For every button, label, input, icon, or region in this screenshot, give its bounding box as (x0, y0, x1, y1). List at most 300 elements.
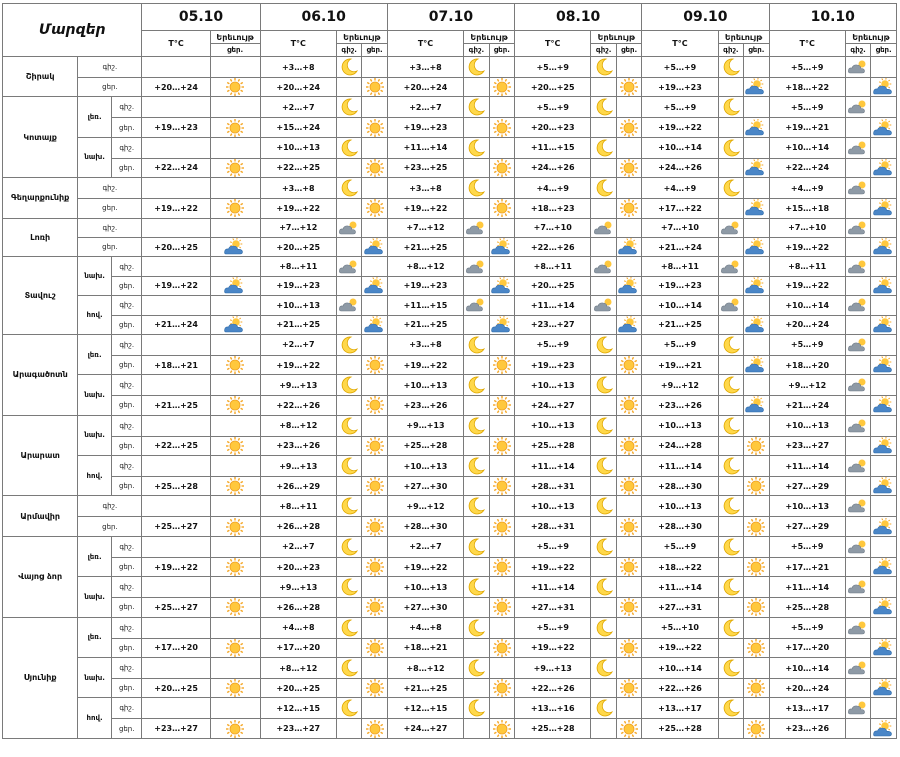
temperature-value: +4…+9 (515, 178, 591, 199)
temperature-value: +23…+26 (260, 436, 336, 455)
temperature-value: +27…+31 (515, 598, 591, 617)
night-phenomenon-cell (718, 396, 743, 415)
moon-icon (337, 335, 361, 355)
day-phenomenon-cell (871, 517, 897, 536)
forecast-row (3, 57, 897, 78)
night-phenomenon-cell (464, 158, 489, 177)
day-phenomenon-cell (616, 658, 641, 679)
day-phenomenon-cell (744, 375, 769, 396)
night-phenomenon-cell (718, 118, 743, 137)
sun-icon (490, 598, 514, 616)
temperature-value: +8…+11 (515, 257, 591, 276)
night-phenomenon-cell (845, 517, 870, 536)
region-name: Շիրակ (3, 57, 78, 97)
forecast-row (3, 638, 897, 657)
temperature-value: +11…+14 (769, 577, 845, 598)
day-phenomenon-cell (616, 517, 641, 536)
phenomenon-cell (210, 719, 260, 738)
night-phenomenon-cell (336, 257, 361, 276)
night-phenomenon-cell (845, 536, 870, 557)
day-phenomenon-cell (744, 97, 769, 118)
night-phenomenon-cell (336, 557, 361, 576)
day-phenomenon-cell (871, 375, 897, 396)
night-phenomenon-cell (336, 517, 361, 536)
temperature-value: +12…+15 (387, 698, 463, 719)
sun-icon (211, 518, 260, 536)
sun-icon (490, 639, 514, 657)
temperature-value: +9…+12 (769, 375, 845, 396)
temperature-value: +10…+14 (769, 658, 845, 679)
zone-name: նախ. (78, 137, 112, 177)
night-phenomenon-cell (464, 375, 489, 396)
day-phenomenon-cell (744, 276, 769, 295)
date-header: 09.10 (642, 4, 769, 31)
temperature-value (142, 375, 210, 396)
time-of-day: գիշ. (78, 57, 142, 78)
night-phenomenon-cell (336, 698, 361, 719)
sun-icon (744, 639, 768, 657)
day-phenomenon-cell (362, 679, 387, 698)
forecast-row (3, 517, 897, 536)
temperature-value (142, 97, 210, 118)
night-phenomenon-cell (336, 577, 361, 598)
phenomenon-header: Երեւույթ (718, 31, 769, 44)
time-of-day: ցեր. (111, 477, 142, 496)
forecast-row (3, 496, 897, 517)
night-phenomenon-cell (718, 415, 743, 436)
day-phenomenon-cell (871, 577, 897, 598)
day-phenomenon-cell (489, 315, 514, 334)
day-phenomenon-cell (871, 598, 897, 617)
night-phenomenon-cell (336, 598, 361, 617)
day-phenomenon-cell (744, 698, 769, 719)
temperature-value: +9…+12 (387, 496, 463, 517)
cloudy-night-icon (464, 220, 488, 236)
temperature-value: +25…+28 (769, 598, 845, 617)
temperature-value: +18…+21 (387, 638, 463, 657)
day-phenomenon-cell (744, 436, 769, 455)
time-of-day: ցեր. (78, 199, 142, 218)
zone-name: լեռ. (78, 617, 112, 657)
night-phenomenon-cell (464, 257, 489, 276)
night-phenomenon-cell (845, 118, 870, 137)
temperature-value: +19…+22 (387, 557, 463, 576)
temperature-value: +23…+26 (769, 719, 845, 738)
temperature-value: +13…+17 (769, 698, 845, 719)
moon-icon (464, 416, 488, 436)
night-phenomenon-cell (336, 296, 361, 315)
temperature-value: +8…+11 (260, 257, 336, 276)
partly-cloudy-icon (744, 277, 768, 295)
partly-cloudy-icon (871, 720, 896, 738)
day-phenomenon-cell (489, 296, 514, 315)
night-phenomenon-cell (718, 436, 743, 455)
forecast-row (3, 477, 897, 496)
sun-icon (211, 119, 260, 137)
date-header: 08.10 (515, 4, 642, 31)
day-subheader: ցեր. (616, 44, 641, 57)
night-phenomenon-cell (464, 57, 489, 78)
day-phenomenon-cell (616, 218, 641, 237)
temperature-value: +5…+9 (642, 536, 718, 557)
night-phenomenon-cell (718, 517, 743, 536)
sun-icon (490, 356, 514, 374)
sun-icon (490, 199, 514, 217)
night-phenomenon-cell (336, 97, 361, 118)
night-phenomenon-cell (845, 375, 870, 396)
sun-icon (744, 518, 768, 536)
day-phenomenon-cell (744, 78, 769, 97)
forecast-row (3, 218, 897, 237)
day-phenomenon-cell (362, 536, 387, 557)
temperature-value: +21…+25 (387, 679, 463, 698)
sun-icon (211, 558, 260, 576)
temperature-value (142, 178, 210, 199)
temperature-value: +18…+20 (769, 355, 845, 374)
night-phenomenon-cell (845, 218, 870, 237)
phenomenon-header: Երեւույթ (464, 31, 515, 44)
sun-icon (490, 518, 514, 536)
night-phenomenon-cell (591, 658, 616, 679)
zone-name: նախ. (78, 658, 112, 698)
day-phenomenon-cell (362, 178, 387, 199)
moon-icon (719, 138, 743, 158)
day-phenomenon-cell (616, 719, 641, 738)
day-phenomenon-cell (871, 78, 897, 97)
partly-cloudy-icon (362, 277, 386, 295)
temperature-value: +22…+24 (142, 158, 210, 177)
day-phenomenon-cell (489, 199, 514, 218)
night-phenomenon-cell (845, 698, 870, 719)
night-phenomenon-cell (845, 577, 870, 598)
temperature-value: +24…+26 (642, 158, 718, 177)
temperature-value: +19…+23 (260, 276, 336, 295)
moon-icon (337, 658, 361, 678)
night-phenomenon-cell (591, 679, 616, 698)
night-phenomenon-cell (718, 598, 743, 617)
temperature-value: +8…+11 (260, 496, 336, 517)
night-subheader: գիշ. (464, 44, 489, 57)
night-phenomenon-cell (718, 78, 743, 97)
day-phenomenon-cell (489, 415, 514, 436)
night-phenomenon-cell (591, 496, 616, 517)
phenomenon-cell (210, 617, 260, 638)
sun-icon (362, 558, 386, 576)
night-phenomenon-cell (718, 97, 743, 118)
phenomenon-cell (210, 57, 260, 78)
time-of-day: ցեր. (78, 78, 142, 97)
temperature-value: +18…+23 (515, 199, 591, 218)
cloudy-night-icon (464, 259, 488, 275)
day-phenomenon-cell (489, 137, 514, 158)
temperature-value: +15…+18 (769, 199, 845, 218)
day-phenomenon-cell (871, 496, 897, 517)
date-header: 07.10 (387, 4, 514, 31)
phenomenon-header: Երեւույթ (336, 31, 387, 44)
night-phenomenon-cell (591, 719, 616, 738)
temperature-value: +26…+28 (260, 598, 336, 617)
temperature-value: +27…+30 (387, 598, 463, 617)
night-phenomenon-cell (591, 257, 616, 276)
temperature-value (142, 658, 210, 679)
temperature-value: +10…+13 (642, 415, 718, 436)
forecast-row (3, 78, 897, 97)
temperature-value: +23…+27 (515, 315, 591, 334)
night-phenomenon-cell (845, 355, 870, 374)
temperature-value (142, 496, 210, 517)
day-phenomenon-cell (871, 218, 897, 237)
partly-cloudy-icon (871, 119, 896, 137)
cloudy-night-icon (846, 579, 870, 595)
temperature-value: +22…+26 (515, 237, 591, 256)
day-phenomenon-cell (616, 158, 641, 177)
region-name: Տավուշ (3, 257, 78, 335)
time-of-day: ցեր. (111, 158, 142, 177)
temperature-value: +9…+13 (515, 658, 591, 679)
day-phenomenon-cell (489, 178, 514, 199)
day-phenomenon-cell (616, 178, 641, 199)
cloudy-night-icon (591, 220, 615, 236)
moon-icon (337, 537, 361, 557)
temperature-value: +5…+9 (515, 536, 591, 557)
temperature-value: +20…+24 (387, 78, 463, 97)
phenomenon-cell (210, 137, 260, 158)
phenomenon-cell (210, 334, 260, 355)
temperature-value: +27…+29 (769, 477, 845, 496)
temperature-value: +18…+22 (769, 78, 845, 97)
temperature-value: +28…+30 (387, 517, 463, 536)
day-phenomenon-cell (871, 477, 897, 496)
day-phenomenon-cell (489, 598, 514, 617)
temperature-value: +17…+20 (260, 638, 336, 657)
day-phenomenon-cell (871, 57, 897, 78)
day-phenomenon-cell (744, 396, 769, 415)
temperature-value: +20…+23 (515, 118, 591, 137)
day-phenomenon-cell (616, 477, 641, 496)
cloudy-night-icon (846, 220, 870, 236)
forecast-row (3, 334, 897, 355)
day-phenomenon-cell (871, 557, 897, 576)
night-phenomenon-cell (845, 617, 870, 638)
phenomenon-cell (210, 118, 260, 137)
day-phenomenon-cell (616, 78, 641, 97)
night-phenomenon-cell (464, 78, 489, 97)
sun-icon (744, 477, 768, 495)
temperature-value: +10…+13 (515, 415, 591, 436)
day-phenomenon-cell (744, 557, 769, 576)
cloudy-night-icon (846, 337, 870, 353)
night-phenomenon-cell (718, 577, 743, 598)
day-phenomenon-cell (489, 617, 514, 638)
cloudy-night-icon (846, 660, 870, 676)
temperature-value: +5…+9 (515, 97, 591, 118)
forecast-row (3, 557, 897, 576)
temperature-value: +9…+12 (642, 375, 718, 396)
time-of-day: գիշ. (111, 577, 142, 598)
night-phenomenon-cell (464, 199, 489, 218)
night-phenomenon-cell (718, 276, 743, 295)
sun-icon (744, 558, 768, 576)
sun-icon (490, 720, 514, 738)
time-of-day: գիշ. (111, 617, 142, 638)
temperature-value: +9…+13 (387, 415, 463, 436)
forecast-row (3, 375, 897, 396)
night-phenomenon-cell (845, 178, 870, 199)
cloudy-night-icon (846, 377, 870, 393)
temperature-value: +12…+15 (260, 698, 336, 719)
day-phenomenon-cell (744, 158, 769, 177)
temperature-value: +28…+31 (515, 517, 591, 536)
moon-icon (591, 57, 615, 77)
partly-cloudy-icon (617, 316, 641, 334)
day-phenomenon-cell (744, 638, 769, 657)
forecast-row (3, 396, 897, 415)
temperature-value: +10…+13 (769, 496, 845, 517)
temperature-value: +8…+12 (387, 257, 463, 276)
phenomenon-cell (210, 456, 260, 477)
sun-icon (617, 558, 641, 576)
night-phenomenon-cell (464, 296, 489, 315)
night-subheader: գիշ. (718, 44, 743, 57)
forecast-row (3, 415, 897, 436)
night-phenomenon-cell (464, 496, 489, 517)
temperature-value: +11…+14 (769, 456, 845, 477)
cloudy-night-icon (846, 297, 870, 313)
day-phenomenon-cell (871, 199, 897, 218)
day-phenomenon-cell (744, 137, 769, 158)
night-phenomenon-cell (591, 598, 616, 617)
moon-icon (591, 97, 615, 117)
night-phenomenon-cell (336, 477, 361, 496)
temperature-value: +20…+25 (260, 679, 336, 698)
phenomenon-header: Երեւույթ (210, 31, 260, 44)
temperature-value (142, 257, 210, 276)
night-phenomenon-cell (718, 536, 743, 557)
forecast-row (3, 536, 897, 557)
night-phenomenon-cell (845, 296, 870, 315)
night-phenomenon-cell (591, 698, 616, 719)
forecast-row (3, 436, 897, 455)
night-phenomenon-cell (336, 638, 361, 657)
day-phenomenon-cell (362, 57, 387, 78)
temperature-value: +22…+26 (642, 679, 718, 698)
day-phenomenon-cell (616, 237, 641, 256)
temperature-value: +22…+25 (142, 436, 210, 455)
night-phenomenon-cell (464, 679, 489, 698)
zone-name: նախ. (78, 375, 112, 415)
time-of-day: գիշ. (111, 97, 142, 118)
time-of-day: գիշ. (111, 698, 142, 719)
night-phenomenon-cell (591, 57, 616, 78)
sun-icon (617, 598, 641, 616)
sun-icon (617, 159, 641, 177)
temperature-value: +2…+7 (387, 536, 463, 557)
day-phenomenon-cell (616, 698, 641, 719)
night-phenomenon-cell (718, 698, 743, 719)
night-phenomenon-cell (464, 137, 489, 158)
night-phenomenon-cell (336, 137, 361, 158)
temperature-value: +21…+24 (642, 237, 718, 256)
moon-icon (719, 335, 743, 355)
temperature-value: +24…+27 (515, 396, 591, 415)
temperature-value: +26…+28 (260, 517, 336, 536)
day-phenomenon-cell (744, 496, 769, 517)
temperature-value: +4…+9 (642, 178, 718, 199)
night-phenomenon-cell (718, 719, 743, 738)
night-phenomenon-cell (845, 557, 870, 576)
day-phenomenon-cell (871, 237, 897, 256)
temperature-value: +5…+9 (515, 617, 591, 638)
day-phenomenon-cell (744, 598, 769, 617)
day-phenomenon-cell (489, 477, 514, 496)
partly-cloudy-icon (744, 316, 768, 334)
sun-icon (362, 78, 386, 96)
sun-icon (490, 396, 514, 414)
day-phenomenon-cell (362, 375, 387, 396)
zone-name: նախ. (78, 415, 112, 455)
day-phenomenon-cell (362, 296, 387, 315)
day-phenomenon-cell (489, 57, 514, 78)
day-phenomenon-cell (744, 679, 769, 698)
temperature-value: +19…+22 (260, 199, 336, 218)
sun-icon (617, 639, 641, 657)
moon-icon (337, 178, 361, 198)
night-phenomenon-cell (591, 118, 616, 137)
phenomenon-cell (210, 698, 260, 719)
day-phenomenon-cell (871, 178, 897, 199)
day-phenomenon-cell (616, 679, 641, 698)
temperature-value: +25…+27 (142, 517, 210, 536)
night-phenomenon-cell (591, 536, 616, 557)
sun-icon (490, 679, 514, 697)
night-phenomenon-cell (718, 315, 743, 334)
day-phenomenon-cell (489, 355, 514, 374)
partly-cloudy-icon (744, 396, 768, 414)
day-phenomenon-cell (489, 536, 514, 557)
temperature-value: +20…+24 (769, 679, 845, 698)
moon-icon (337, 57, 361, 77)
day-phenomenon-cell (489, 638, 514, 657)
temperature-header: T°C (515, 31, 591, 57)
temperature-value: +20…+25 (142, 237, 210, 256)
night-phenomenon-cell (845, 679, 870, 698)
time-of-day: գիշ. (111, 334, 142, 355)
region-name: Արմավիր (3, 496, 78, 536)
temperature-value: +5…+9 (769, 57, 845, 78)
night-phenomenon-cell (591, 158, 616, 177)
phenomenon-cell (210, 237, 260, 256)
night-phenomenon-cell (591, 375, 616, 396)
cloudy-night-icon (846, 700, 870, 716)
day-phenomenon-cell (616, 536, 641, 557)
day-phenomenon-cell (362, 415, 387, 436)
night-phenomenon-cell (591, 396, 616, 415)
day-phenomenon-cell (489, 97, 514, 118)
night-phenomenon-cell (464, 355, 489, 374)
temperature-value: +19…+22 (142, 557, 210, 576)
day-phenomenon-cell (489, 719, 514, 738)
forecast-row (3, 698, 897, 719)
time-of-day: ցեր. (111, 355, 142, 374)
partly-cloudy-icon (871, 316, 896, 334)
temperature-value: +19…+23 (387, 276, 463, 295)
cloudy-night-icon (719, 297, 743, 313)
day-phenomenon-cell (362, 118, 387, 137)
temperature-value: +18…+22 (642, 557, 718, 576)
cloudy-night-icon (719, 220, 743, 236)
region-name: Վայոց ձոր (3, 536, 78, 617)
temperature-value: +22…+26 (260, 396, 336, 415)
